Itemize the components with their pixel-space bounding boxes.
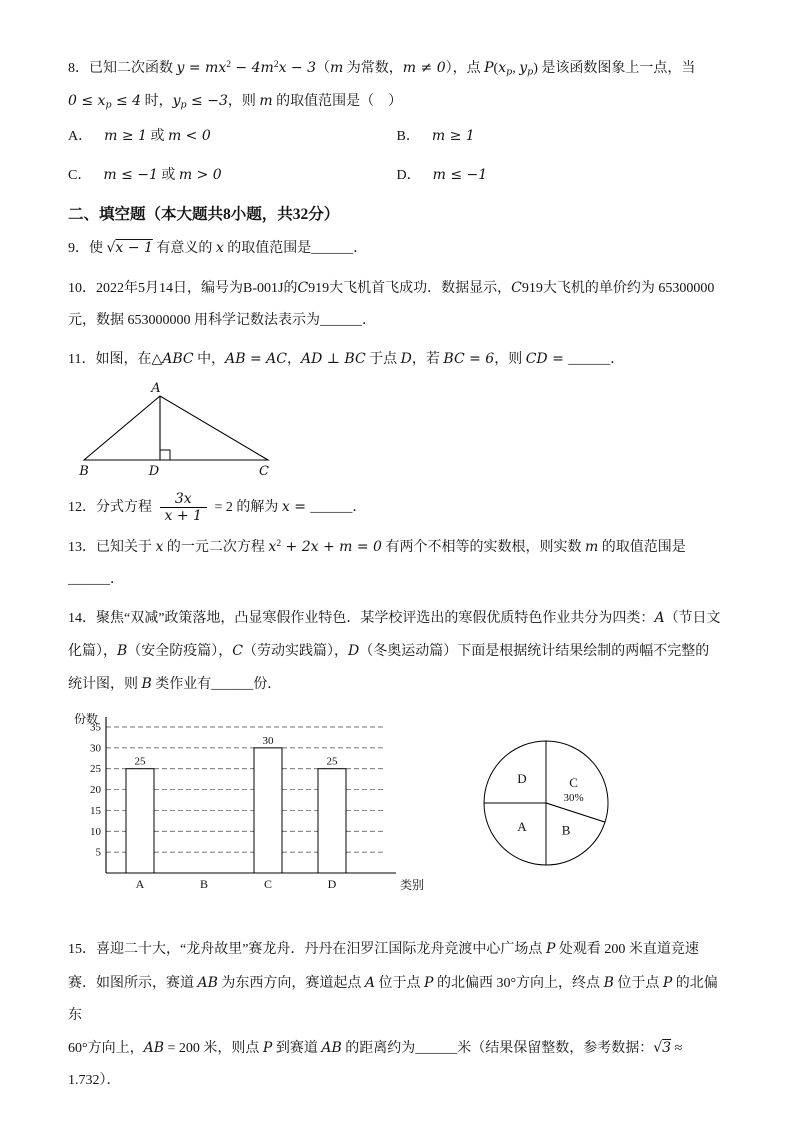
vertex-label-d: D [148, 464, 160, 480]
text-segment: ) [533, 61, 538, 76]
text-segment: = 2 [210, 500, 233, 516]
text-segment: p [105, 99, 112, 111]
option-c [68, 161, 397, 190]
text-segment: 60°方向上， [68, 1041, 144, 1056]
text-segment: C [232, 643, 244, 660]
q8-line1 [68, 52, 725, 85]
text-segment: 0 ≤ x [68, 93, 106, 110]
q14-line2 [68, 635, 725, 668]
pie-percent-label: 30% [563, 792, 584, 805]
q12-post [211, 500, 366, 515]
y-tick-label: 5 [95, 847, 101, 860]
y-tick-label: 15 [90, 805, 101, 818]
text-segment: x − 3 [278, 60, 317, 76]
text-segment: 的北偏东 [68, 975, 718, 1023]
option-a [68, 122, 397, 151]
q15-line2 [68, 967, 725, 1032]
vertex-label-b: B [79, 464, 89, 480]
bar-value-label: 25 [134, 756, 146, 769]
question-15 [68, 933, 725, 1097]
q15-line3 [68, 1032, 725, 1097]
text-segment: 的取值范围是（ ） [272, 94, 403, 110]
text-segment: 919大飞机首飞成功．数据显示， [308, 280, 512, 296]
text-segment: P [424, 974, 434, 991]
bar-C [254, 748, 282, 873]
text-segment: ），点 [445, 61, 485, 76]
text-segment: 的解为 [232, 500, 282, 516]
text-segment: ______． [310, 500, 367, 516]
bar-value-label: 30 [262, 735, 274, 748]
text-segment: − 4m [230, 60, 274, 76]
text-segment: 的取值范围是______． [68, 539, 686, 587]
option-c-text [103, 168, 221, 183]
text-segment: 是该函数图象上一点，当 [537, 61, 696, 76]
text-segment: 8．已知二次函数 [68, 61, 177, 76]
text-segment: x [498, 60, 507, 76]
option-b-text [432, 129, 475, 144]
text-segment: ≤ −3 [186, 93, 228, 110]
option-d-text [433, 168, 488, 183]
triangle-figure [74, 380, 725, 485]
text-segment: m ≥ 1 [104, 128, 147, 145]
y-tick-label: 10 [90, 826, 101, 839]
text-segment: 赛．如图所示，赛道 [68, 975, 198, 991]
x-axis-title: 类别 [400, 878, 425, 893]
text-segment: m [330, 60, 344, 76]
option-a-label: A． [68, 129, 93, 145]
text-segment: （安全防疫篇）， [127, 644, 233, 660]
text-segment: 919大飞机的单价约为 65300000 [521, 280, 715, 296]
pie-slice-label: A [517, 819, 527, 835]
option-a-text [104, 129, 211, 144]
text-segment: 类作业有______份． [151, 677, 282, 693]
text-segment: 于点 [365, 351, 401, 367]
text-segment: AB [321, 1040, 342, 1056]
y-tick-label: 35 [90, 721, 101, 734]
text-segment: （ [316, 61, 331, 76]
q14-line3 [68, 668, 725, 701]
y-axis-title: 份数 [74, 712, 99, 727]
triangle-diagram [74, 380, 286, 480]
text-segment: 2 [273, 59, 279, 70]
text-segment: AB [143, 1040, 165, 1056]
bar-A [126, 769, 154, 873]
text-segment: 位于点 [375, 975, 425, 991]
text-segment: 到赛道 [272, 1041, 322, 1056]
text-segment: ≈ 1.732）． [68, 1041, 683, 1089]
text-segment: 统计图，则 [68, 677, 142, 693]
pie-slice-label: B [561, 823, 571, 839]
text-segment: ≤ 4 [111, 93, 142, 110]
text-segment: 位于点 [613, 975, 663, 991]
vertex-label-a: A [151, 381, 161, 397]
text-segment: m [259, 93, 273, 110]
text-segment: P [262, 1040, 273, 1056]
x-category-label: B [199, 877, 209, 892]
fraction-numerator: 3x [160, 491, 207, 508]
question-13 [68, 531, 725, 596]
text-segment: 有意义的 [152, 241, 216, 257]
pie-slice-label: D [517, 771, 527, 787]
q15-line1 [68, 933, 725, 966]
text-segment: AB [197, 974, 218, 991]
text-segment: D [400, 350, 412, 367]
vertex-label-c: C [259, 464, 269, 480]
text-segment: p [506, 66, 513, 78]
text-segment: 14．聚焦“双减”政策落地，凸显寒假作业特色．某学校评选出的寒假优质特色作业共分为四类： [68, 610, 655, 626]
x-category-label: D [327, 877, 337, 892]
text-segment: y = mx [176, 60, 227, 76]
q9-line [68, 232, 725, 265]
text-segment: 中， [193, 351, 226, 367]
x-category-label: C [263, 877, 273, 892]
option-d-label: D． [396, 168, 421, 184]
text-segment: x = [281, 499, 311, 516]
pie-slice-A [484, 803, 546, 865]
text-segment: ( [493, 61, 499, 76]
text-segment: ______． [311, 241, 368, 257]
text-segment: ，则 [494, 351, 526, 367]
text-segment: ______． [568, 351, 625, 367]
text-segment: 元，数据 653000000 用科学记数法表示为______． [68, 312, 376, 328]
pie-slice-D [484, 741, 546, 803]
text-segment: 化篇）， [68, 644, 117, 660]
pie-slice-label: C [569, 775, 578, 791]
text-segment: x [155, 538, 164, 555]
triangle-outline [84, 396, 268, 460]
text-segment: A [364, 974, 376, 991]
text-segment: m ≥ 1 [431, 128, 475, 145]
text-segment: 的北偏西 30°方向上，终点 [433, 975, 604, 991]
fraction [160, 491, 207, 524]
text-segment: BC = 6 [443, 350, 495, 367]
text-segment: m [584, 538, 599, 555]
text-segment: = 200 米，则点 [164, 1041, 263, 1056]
text-segment: （冬奥运动篇）下面是根据统计结果绘制的两幅不完整的 [359, 644, 710, 660]
section-2-title: 二、填空题（本大题共8小题，共32分） [68, 206, 340, 224]
text-segment: C [297, 279, 309, 296]
text-segment: B [117, 643, 128, 660]
text-segment: 2 [226, 59, 231, 70]
text-segment: 的取值范围是 [223, 241, 312, 257]
text-segment: 有两个不相等的实数根，则实数 [381, 539, 585, 555]
q12-pre [68, 500, 156, 515]
text-segment: x [215, 240, 224, 257]
text-segment: B [603, 974, 614, 991]
text-segment: D [348, 643, 360, 660]
text-segment: C [511, 279, 522, 296]
text-segment: m ≤ −1 [103, 167, 158, 184]
bar-D [318, 769, 346, 873]
text-segment: ABC [162, 350, 194, 367]
text-segment: √ [653, 1040, 663, 1056]
text-segment: 或 [146, 129, 168, 145]
q10-line2 [68, 305, 725, 337]
text-segment: 为东西方向，赛道起点 [217, 975, 365, 991]
text-segment: p [527, 66, 534, 78]
q14-line1 [68, 602, 725, 635]
q10-line1 [68, 272, 725, 305]
y-tick-label: 20 [90, 784, 101, 797]
text-segment: m ≠ 0 [402, 60, 446, 76]
pie-chart [464, 719, 634, 889]
text-segment: P [662, 974, 673, 991]
text-segment: 为常数， [343, 61, 403, 76]
q12-line [68, 491, 725, 524]
y-tick-label: 25 [90, 763, 101, 776]
q11-line [68, 343, 725, 376]
x-category-label: A [135, 877, 145, 892]
text-segment: 9．使 [68, 241, 107, 257]
text-segment: （节日文 [664, 610, 721, 626]
q8-line2 [68, 85, 725, 118]
text-segment: AD ⊥ BC [301, 350, 366, 367]
text-segment: , [512, 61, 520, 76]
text-segment: 的距离约为______米（结果保留整数，参考数据： [341, 1041, 654, 1056]
fraction-denominator: x + 1 [164, 508, 202, 525]
question-12 [68, 491, 725, 524]
text-segment: B [141, 676, 152, 693]
right-angle-mark [160, 450, 170, 460]
text-segment: A [654, 609, 665, 626]
text-segment: 13．已知关于 [68, 539, 156, 555]
question-10 [68, 272, 725, 337]
text-segment: 10．2022年5月14日，编号为B-001J的 [68, 280, 298, 296]
text-segment: x − 1 [115, 240, 153, 257]
text-segment: ， [287, 351, 301, 367]
text-segment: y [519, 60, 528, 76]
text-segment: P [484, 60, 494, 76]
text-segment: m ≤ −1 [432, 167, 488, 184]
text-segment: √ [106, 240, 116, 257]
text-segment: y [172, 93, 181, 110]
text-segment: 时， [141, 94, 173, 110]
text-segment: 15．喜迎二十大，“龙舟故里”赛龙舟．丹丹在汨罗江国际龙舟竞渡中心广场点 [68, 942, 546, 958]
text-segment: m > 0 [178, 167, 222, 184]
text-segment: m < 0 [167, 128, 211, 145]
question-9 [68, 232, 725, 265]
option-b [397, 122, 726, 151]
text-segment: 处观看 200 米直道竞速 [555, 942, 699, 958]
bar-chart [68, 709, 428, 899]
q13-line [68, 531, 725, 596]
text-segment: x [268, 538, 277, 555]
question-8 [68, 52, 725, 190]
text-segment: + 2x + m = 0 [281, 538, 382, 555]
y-tick-label: 30 [90, 742, 101, 755]
option-b-label: B． [396, 129, 420, 145]
option-c-label: C． [68, 168, 92, 184]
bar-value-label: 25 [326, 756, 338, 769]
text-segment: 或 [157, 168, 179, 184]
question-11 [68, 343, 725, 485]
text-segment: ，则 [227, 94, 260, 110]
text-segment: 11．如图，在 [68, 351, 152, 367]
text-segment: CD = [525, 350, 569, 367]
text-segment: ，若 [411, 351, 444, 367]
text-segment: AB = AC [225, 350, 287, 367]
option-d [397, 161, 726, 190]
text-segment: 12．分式方程 [68, 500, 156, 516]
text-segment: 3 [662, 1040, 672, 1056]
text-segment: △ [151, 351, 163, 367]
q8-options [68, 122, 725, 190]
text-segment: P [545, 941, 556, 958]
text-segment: （劳动实践篇）， [243, 644, 349, 660]
text-segment: 的一元二次方程 [163, 539, 269, 555]
statistics-figures [68, 709, 725, 899]
text-segment: p [180, 99, 187, 111]
question-14 [68, 602, 725, 900]
text-segment: 2 [276, 538, 282, 549]
